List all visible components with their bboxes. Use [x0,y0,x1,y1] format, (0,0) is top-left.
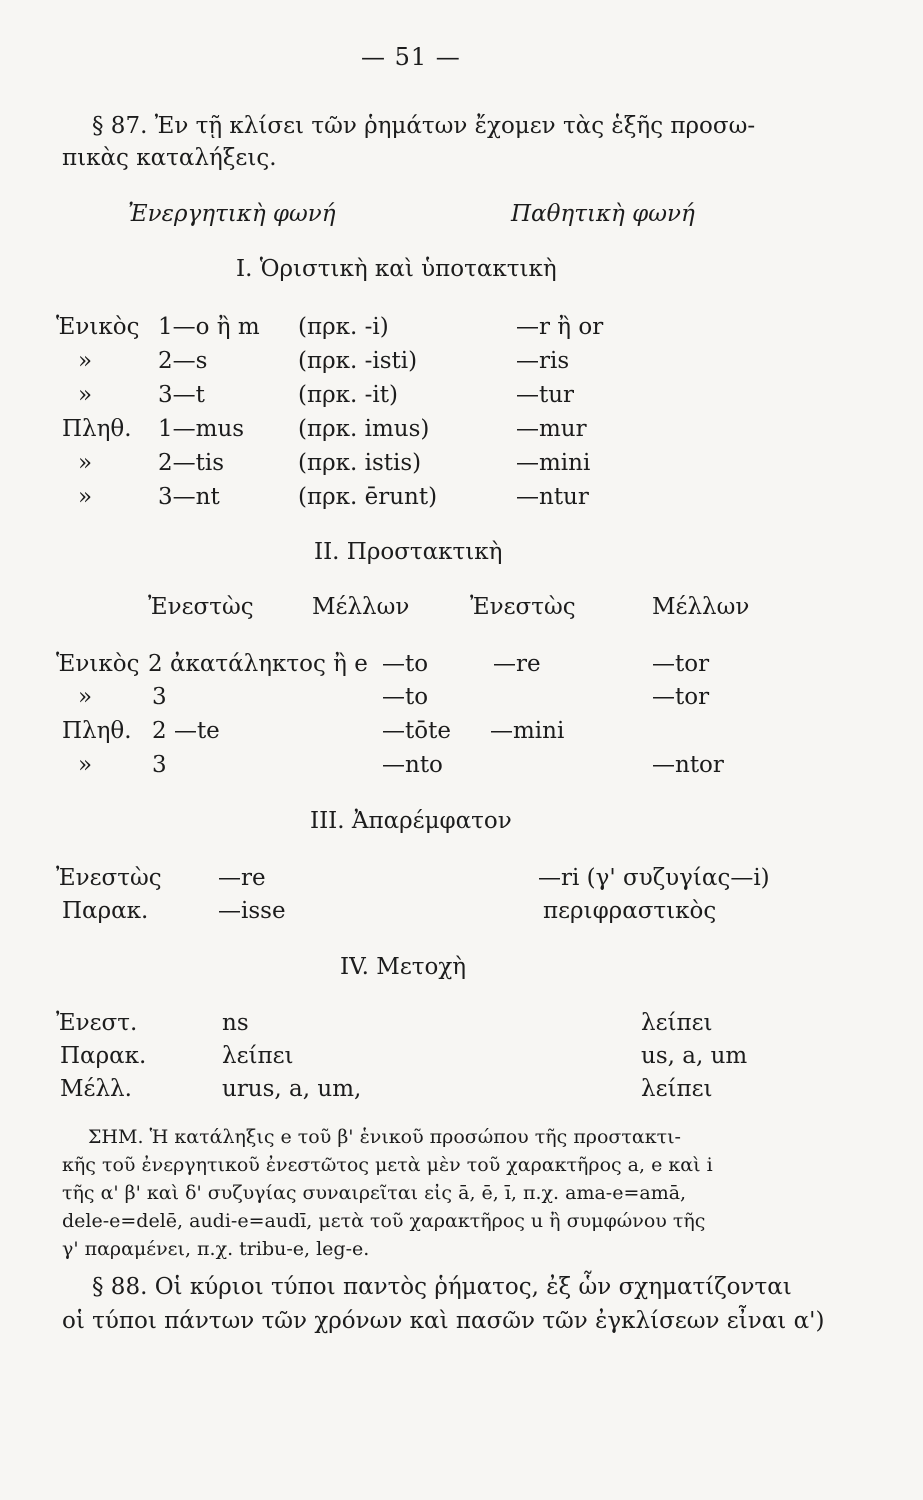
paragraph-87-line2: πικὰς καταλήξεις. [62,145,277,171]
row-label: Ἐνεστὼς [56,865,162,891]
cell: 2 —te [152,718,220,744]
active-ending: 3—nt [158,484,220,510]
passive-ending: —mini [516,450,591,476]
cell: —nto [382,752,443,778]
active-voice-heading: Ἐνεργητικὴ φωνή [128,201,336,227]
row-label: Ἐνεστ. [56,1010,138,1036]
cell: 3 [152,752,167,778]
paragraph-88-line1: § 88. Οἱ κύριοι τύποι παντὸς ῥήματος, ἐξ ὧν σχηματίζονται [92,1274,792,1300]
active-ending: 2—tis [158,450,225,476]
section-4-title: IV. Μετοχὴ [340,954,467,980]
paragraph-88-line2: οἱ τύποι πάντων τῶν χρόνων καὶ πασῶν τῶν ἐγκλίσεων εἶναι α') [62,1308,825,1334]
note-line: τῆς α' β' καὶ δ' συζυγίας συναιρεῖται εἰς ā, ē, ī, π.χ. ama-e=amā, [62,1182,687,1204]
cell: —ntor [652,752,724,778]
passive-form: περιφραστικὸς [543,898,717,924]
paragraph-87-line1: § 87. Ἐν τῇ κλίσει τῶν ῥημάτων ἔχομεν τὰς ἑξῆς προσω- [92,113,756,139]
imperative-header-future-active: Μέλλων [312,594,410,620]
passive-form: λείπει [641,1076,713,1102]
passive-voice-heading: Παθητικὴ φωνή [511,201,695,227]
cell: —to [382,651,429,677]
row-label: » [78,382,93,408]
section-1-title: I. Ὁριστικὴ καὶ ὑποτακτικὴ [236,256,557,282]
passive-ending: —ris [516,348,570,374]
cell: —tor [652,651,710,677]
row-label: Ἑνικὸς [56,314,140,340]
note-line: γ' παραμένει, π.χ. tribu-e, leg-e. [62,1238,370,1260]
row-label: » [78,484,93,510]
page-number: — 51 — [361,43,461,71]
imperative-header-future-passive: Μέλλων [652,594,750,620]
section-2-title: II. Προστακτικὴ [314,539,503,565]
perfect-ending: (πρκ. istis) [298,450,422,476]
cell: —tor [652,684,710,710]
row-label: Πληθ. [62,718,132,744]
cell: —mini [490,718,565,744]
imperative-header-present-active: Ἐνεστὼς [148,594,254,620]
perfect-ending: (πρκ. ērunt) [298,484,438,510]
row-label: Μέλλ. [60,1076,132,1102]
cell: —to [382,684,429,710]
cell: 3 [152,684,167,710]
row-label: » [78,752,93,778]
passive-ending: —r ἢ or [516,314,604,340]
section-3-title: III. Ἀπαρέμφατον [310,808,512,834]
row-label: Παρακ. [62,898,149,924]
active-ending: 1—mus [158,416,245,442]
active-form: ns [222,1010,249,1036]
imperative-header-present-passive: Ἐνεστὼς [470,594,576,620]
passive-form: λείπει [641,1010,713,1036]
perfect-ending: (πρκ. -i) [298,314,389,340]
active-form: urus, a, um, [222,1076,362,1102]
perfect-ending: (πρκ. -it) [298,382,398,408]
row-label: » [78,684,93,710]
note-line: κῆς τοῦ ἐνεργητικοῦ ἐνεστῶτος μετὰ μὲν τοῦ χαρακτῆρος a, e καὶ i [62,1154,713,1176]
active-form: λείπει [222,1043,294,1069]
passive-ending: —tur [516,382,575,408]
row-label: Παρακ. [60,1043,147,1069]
row-label: Πληθ. [62,416,132,442]
row-label: » [78,450,93,476]
active-ending: 2—s [158,348,208,374]
note-line: dele-e=delē, audi-e=audī, μετὰ τοῦ χαρακτῆρος u ἢ συμφώνου τῆς [62,1210,706,1232]
active-ending: 3—t [158,382,205,408]
row-label: » [78,348,93,374]
cell: —tōte [382,718,451,744]
row-label: Ἑνικὸς [56,651,140,677]
active-ending: 1—o ἢ m [158,314,260,340]
passive-ending: —ntur [516,484,589,510]
cell: 2 ἀκατάληκτος ἢ e [148,651,368,677]
passive-form: —ri (γ' συζυγίας—i) [538,865,770,891]
active-form: —re [218,865,266,891]
perfect-ending: (πρκ. imus) [298,416,430,442]
perfect-ending: (πρκ. -isti) [298,348,418,374]
active-form: —isse [218,898,286,924]
cell: —re [493,651,541,677]
note-line: ΣΗΜ. Ἡ κατάληξις e τοῦ β' ἑνικοῦ προσώπου τῆς προστακτι- [88,1126,681,1148]
passive-ending: —mur [516,416,587,442]
passive-form: us, a, um [641,1043,748,1069]
